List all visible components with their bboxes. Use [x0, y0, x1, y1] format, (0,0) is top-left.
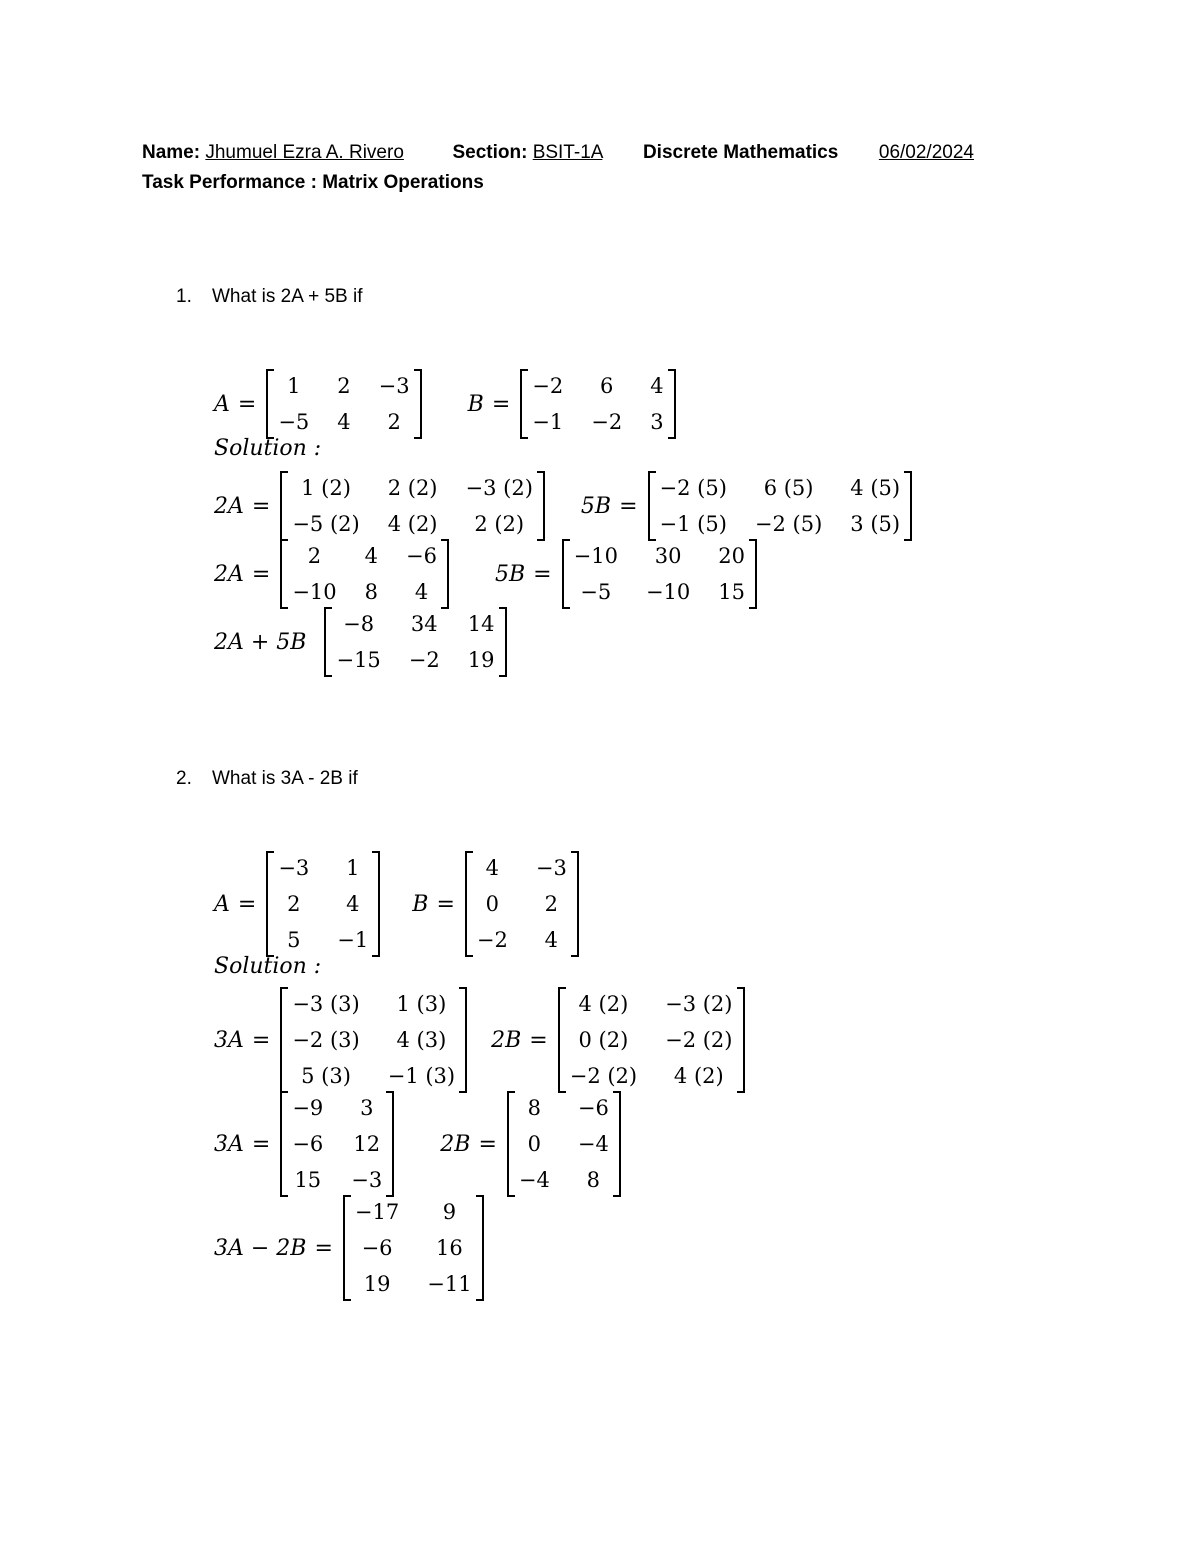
- matrix-cell: 4 (2): [578, 992, 629, 1016]
- matrix-row: [280, 986, 467, 1022]
- name-label: Name:: [142, 142, 201, 163]
- matrix-label: 5B: [580, 493, 612, 519]
- matrix-row: [280, 1126, 394, 1162]
- matrix-cell: 5: [287, 928, 301, 952]
- equals-sign: =: [436, 891, 455, 917]
- matrix-row: [507, 1090, 621, 1126]
- q1-answer-line: [214, 606, 509, 678]
- matrix-row: [266, 922, 380, 958]
- matrix-cell: −5 (2): [292, 512, 360, 536]
- matrix-row: [324, 606, 506, 642]
- matrix-row: [507, 1126, 621, 1162]
- matrix-cell: 19: [467, 648, 495, 672]
- matrix-label: 2A: [214, 493, 244, 519]
- matrix-cell: 2: [387, 410, 401, 434]
- equals-sign: =: [251, 1131, 271, 1157]
- matrix-row: [280, 1022, 467, 1058]
- matrix-cell: 2: [544, 892, 559, 916]
- matrix-row: [558, 1058, 745, 1094]
- matrix-label: 3A: [214, 1131, 244, 1157]
- matrix-label: B: [467, 391, 484, 417]
- matrix-cell: −3: [378, 374, 410, 398]
- matrix-cell: 20: [718, 544, 745, 568]
- q1-5b-expanded: [648, 470, 913, 542]
- question-2: [176, 768, 358, 790]
- header-line: [142, 142, 974, 164]
- matrix-cell: −17: [354, 1200, 400, 1224]
- matrix-cell: 8: [364, 580, 379, 604]
- date: 06/02/2024: [878, 142, 974, 163]
- matrix-cell: −2 (5): [754, 512, 823, 536]
- matrix-row: [520, 404, 675, 440]
- equals-sign: =: [314, 1235, 333, 1261]
- matrix-cell: 6: [600, 374, 614, 398]
- matrix-cell: −6: [577, 1096, 609, 1120]
- q1-5b-result: [562, 538, 757, 610]
- matrix-cell: −3 (2): [665, 992, 733, 1016]
- matrix-cell: −2 (2): [665, 1028, 733, 1052]
- equals-sign: =: [237, 891, 257, 917]
- matrix-cell: 3: [360, 1096, 374, 1120]
- matrix-cell: −10: [645, 580, 691, 604]
- matrix-label: 2A + 5B: [214, 629, 307, 655]
- equals-sign: =: [529, 1027, 548, 1053]
- matrix-cell: 4: [544, 928, 559, 952]
- matrix-cell: −10: [292, 580, 337, 604]
- question-number: 2.: [176, 768, 192, 789]
- question-text: What is 2A + 5B if: [212, 286, 363, 307]
- matrix-cell: 4: [337, 410, 351, 434]
- q1-final-result: [324, 606, 506, 678]
- matrix-label: 5B: [495, 561, 526, 587]
- matrix-row: [280, 1162, 394, 1198]
- q2-2b-result: [507, 1090, 621, 1198]
- matrix-cell: −8: [343, 612, 375, 636]
- q2-final-result: [343, 1194, 484, 1302]
- matrix-cell: 4: [650, 374, 664, 398]
- section-value: BSIT-1A: [532, 142, 603, 163]
- matrix-cell: 1 (3): [396, 992, 447, 1016]
- matrix-cell: 15: [718, 580, 745, 604]
- matrix-row: [558, 1022, 745, 1058]
- q2-matrix-b: [465, 850, 579, 958]
- equals-sign: =: [251, 493, 271, 519]
- equals-sign: =: [491, 391, 511, 417]
- matrix-cell: 4 (2): [387, 512, 438, 536]
- equals-sign: =: [251, 1027, 271, 1053]
- matrix-cell: 2: [307, 544, 322, 568]
- matrix-cell: 6 (5): [763, 476, 814, 500]
- matrix-cell: 4: [364, 544, 379, 568]
- matrix-cell: 15: [294, 1168, 322, 1192]
- matrix-cell: 3 (5): [850, 512, 901, 536]
- equals-sign: =: [619, 493, 638, 519]
- question-text: What is 3A - 2B if: [212, 768, 358, 789]
- matrix-cell: 12: [353, 1132, 381, 1156]
- q1-given-line: [214, 368, 678, 440]
- matrix-cell: −4: [577, 1132, 609, 1156]
- student-name: Jhumuel Ezra A. Rivero: [205, 142, 404, 163]
- q1-computed-line: [214, 538, 759, 610]
- matrix-cell: 4: [346, 892, 360, 916]
- matrix-row: [465, 922, 579, 958]
- equals-sign: =: [251, 561, 271, 587]
- matrix-cell: −6: [361, 1236, 393, 1260]
- matrix-cell: 19: [363, 1272, 391, 1296]
- q2-2b-expanded: [558, 986, 745, 1094]
- q1-2a-expanded: [280, 470, 545, 542]
- matrix-cell: 0 (2): [578, 1028, 629, 1052]
- matrix-cell: −6: [292, 1132, 324, 1156]
- matrix-cell: 2 (2): [474, 512, 525, 536]
- course-title: Discrete Mathematics: [642, 142, 839, 163]
- task-title: Task Performance : Matrix Operations: [142, 172, 484, 193]
- equals-sign: =: [533, 561, 552, 587]
- matrix-cell: −2 (2): [569, 1064, 638, 1088]
- matrix-cell: −2 (3): [292, 1028, 360, 1052]
- matrix-cell: 4 (3): [396, 1028, 447, 1052]
- matrix-row: [343, 1194, 484, 1230]
- matrix-cell: −11: [427, 1272, 472, 1296]
- matrix-cell: 2 (2): [387, 476, 438, 500]
- equals-sign: =: [237, 391, 257, 417]
- matrix-row: [266, 886, 380, 922]
- matrix-cell: −3: [535, 856, 567, 880]
- q1-expanded-line: [214, 470, 914, 542]
- q2-computed-line: [214, 1090, 623, 1198]
- question-number: 1.: [176, 286, 192, 307]
- matrix-row: [562, 574, 757, 610]
- matrix-cell: 0: [485, 892, 500, 916]
- matrix-cell: 2: [287, 892, 301, 916]
- q2-solution-label: Solution :: [214, 954, 322, 979]
- matrix-cell: −2 (5): [659, 476, 727, 500]
- question-1: [176, 286, 363, 308]
- matrix-cell: 30: [654, 544, 682, 568]
- task-title-line: [142, 172, 484, 194]
- matrix-label: B: [412, 891, 429, 917]
- q1-matrix-a: [266, 368, 421, 440]
- matrix-row: [324, 642, 506, 678]
- q2-matrix-a: [266, 850, 380, 958]
- matrix-cell: −1 (3): [387, 1064, 456, 1088]
- matrix-row: [266, 404, 421, 440]
- matrix-row: [266, 850, 380, 886]
- matrix-cell: −3: [278, 856, 310, 880]
- matrix-cell: −2: [591, 410, 623, 434]
- matrix-cell: −1 (5): [659, 512, 727, 536]
- matrix-label: 2B: [491, 1027, 522, 1053]
- matrix-cell: 1: [287, 374, 301, 398]
- matrix-cell: 4 (2): [673, 1064, 724, 1088]
- matrix-cell: −2: [408, 648, 440, 672]
- matrix-label: 3A − 2B: [214, 1235, 307, 1261]
- matrix-cell: 14: [467, 612, 495, 636]
- matrix-cell: −6: [406, 544, 437, 568]
- matrix-row: [280, 1058, 467, 1094]
- matrix-cell: −3 (2): [465, 476, 533, 500]
- matrix-row: [465, 886, 579, 922]
- matrix-cell: 1: [346, 856, 360, 880]
- matrix-cell: 16: [436, 1236, 463, 1260]
- matrix-row: [280, 506, 545, 542]
- matrix-label: 3A: [214, 1027, 244, 1053]
- matrix-cell: −15: [336, 648, 381, 672]
- matrix-row: [343, 1266, 484, 1302]
- q2-answer-line: [214, 1194, 486, 1302]
- matrix-row: [520, 368, 675, 404]
- matrix-row: [465, 850, 579, 886]
- matrix-cell: 8: [586, 1168, 601, 1192]
- matrix-cell: 1 (2): [301, 476, 351, 500]
- q2-3a-expanded: [280, 986, 467, 1094]
- matrix-label: 2A: [214, 561, 244, 587]
- matrix-cell: 3: [650, 410, 664, 434]
- matrix-cell: −1: [337, 928, 369, 952]
- matrix-row: [558, 986, 745, 1022]
- matrix-cell: 34: [410, 612, 438, 636]
- q1-matrix-b: [520, 368, 675, 440]
- matrix-cell: −2: [532, 374, 564, 398]
- matrix-row: [266, 368, 421, 404]
- matrix-cell: −1: [532, 410, 564, 434]
- matrix-cell: −10: [573, 544, 618, 568]
- matrix-cell: 9: [442, 1200, 457, 1224]
- matrix-cell: 8: [527, 1096, 542, 1120]
- matrix-cell: 4: [414, 580, 429, 604]
- matrix-label: A: [214, 891, 230, 917]
- matrix-cell: −9: [292, 1096, 324, 1120]
- q2-3a-result: [280, 1090, 394, 1198]
- matrix-cell: 4: [485, 856, 500, 880]
- matrix-label: 2B: [440, 1131, 471, 1157]
- matrix-row: [562, 538, 757, 574]
- matrix-cell: −2: [476, 928, 508, 952]
- matrix-row: [280, 470, 545, 506]
- matrix-label: A: [214, 391, 230, 417]
- q1-solution-label: Solution :: [214, 436, 322, 461]
- matrix-cell: 2: [337, 374, 351, 398]
- matrix-row: [648, 506, 913, 542]
- matrix-row: [648, 470, 913, 506]
- matrix-cell: −4: [518, 1168, 550, 1192]
- matrix-row: [280, 1090, 394, 1126]
- equals-sign: =: [478, 1131, 497, 1157]
- q1-2a-result: [280, 538, 449, 610]
- matrix-cell: 4 (5): [850, 476, 901, 500]
- matrix-cell: −3: [351, 1168, 383, 1192]
- matrix-cell: −5: [580, 580, 612, 604]
- matrix-row: [280, 538, 449, 574]
- matrix-cell: −5: [278, 410, 310, 434]
- matrix-cell: −3 (3): [292, 992, 360, 1016]
- matrix-cell: 0: [527, 1132, 542, 1156]
- matrix-row: [280, 574, 449, 610]
- matrix-row: [507, 1162, 621, 1198]
- q2-expanded-line: [214, 986, 747, 1094]
- matrix-row: [343, 1230, 484, 1266]
- section-label: Section:: [452, 142, 528, 163]
- matrix-cell: 5 (3): [301, 1064, 351, 1088]
- q2-given-line: [214, 850, 581, 958]
